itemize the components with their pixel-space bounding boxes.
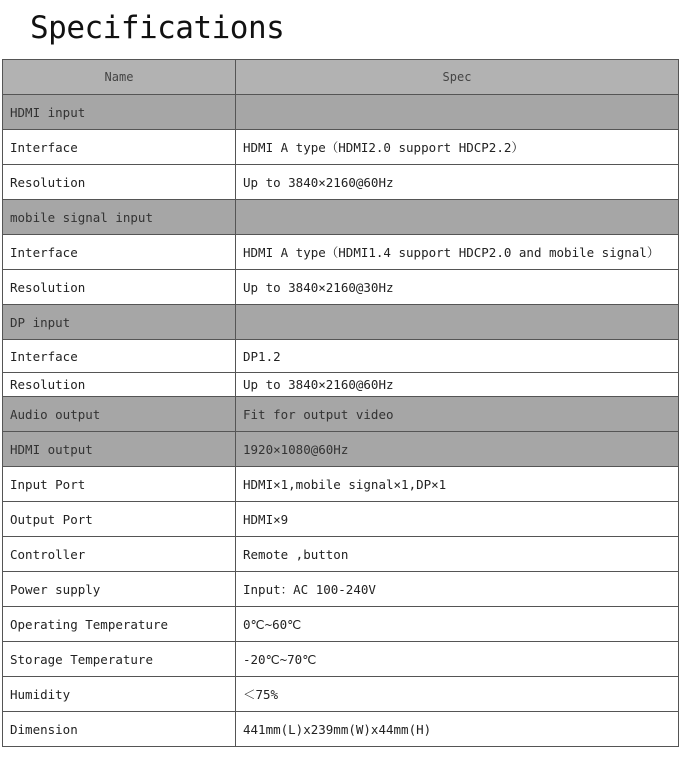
table-row [3, 200, 679, 235]
table-row [3, 95, 679, 130]
table-row [3, 502, 679, 537]
table-row [3, 642, 679, 677]
table-row [3, 537, 679, 572]
table-row [3, 305, 679, 340]
row-spec: HDMI×1,mobile signal×1,DP×1 [236, 467, 679, 502]
row-spec: DP1.2 [236, 340, 679, 373]
row-spec [236, 95, 679, 130]
row-spec: Input：AC 100-240V [236, 572, 679, 607]
table-row [3, 432, 679, 467]
row-spec: 441mm(L)x239mm(W)x44mm(H) [236, 712, 679, 747]
row-name: Operating Temperature [3, 607, 236, 642]
column-header-spec: Spec [236, 60, 679, 95]
row-name: Dimension [3, 712, 236, 747]
table-row [3, 165, 679, 200]
table-row [3, 270, 679, 305]
row-spec: Up to 3840×2160@60Hz [236, 165, 679, 200]
column-header-name: Name [3, 60, 236, 95]
row-spec: -20℃~70℃ [236, 642, 679, 677]
row-spec: Up to 3840×2160@30Hz [236, 270, 679, 305]
row-name: Interface [3, 340, 236, 373]
row-name: Humidity [3, 677, 236, 712]
table-row [3, 340, 679, 373]
table-row [3, 397, 679, 432]
row-spec: HDMI A type（HDMI2.0 support HDCP2.2） [236, 130, 679, 165]
table-row [3, 712, 679, 747]
table-row [3, 572, 679, 607]
spec-table [2, 59, 679, 747]
table-row [3, 130, 679, 165]
row-spec: Fit for output video [236, 397, 679, 432]
row-name: Resolution [3, 165, 236, 200]
table-row [3, 235, 679, 270]
row-name: Interface [3, 235, 236, 270]
row-name: Resolution [3, 373, 236, 397]
row-name: HDMI input [3, 95, 236, 130]
table-row [3, 467, 679, 502]
row-spec: 0℃~60℃ [236, 607, 679, 642]
table-row [3, 607, 679, 642]
row-spec: Up to 3840×2160@60Hz [236, 373, 679, 397]
row-name: DP input [3, 305, 236, 340]
row-spec: 1920×1080@60Hz [236, 432, 679, 467]
row-name: mobile signal input [3, 200, 236, 235]
table-header-row [3, 60, 679, 95]
row-spec: HDMI A type（HDMI1.4 support HDCP2.0 and mobile signal） [236, 235, 679, 270]
row-name: Interface [3, 130, 236, 165]
row-name: Audio output [3, 397, 236, 432]
row-spec [236, 305, 679, 340]
row-spec: Remote ,button [236, 537, 679, 572]
row-name: Power supply [3, 572, 236, 607]
row-spec: HDMI×9 [236, 502, 679, 537]
row-name: HDMI output [3, 432, 236, 467]
table-row [3, 677, 679, 712]
row-spec [236, 200, 679, 235]
row-name: Input Port [3, 467, 236, 502]
row-name: Output Port [3, 502, 236, 537]
table-row [3, 373, 679, 397]
row-name: Resolution [3, 270, 236, 305]
page-title: Specifications [30, 10, 285, 46]
row-spec: ＜75% [236, 677, 679, 712]
row-name: Storage Temperature [3, 642, 236, 677]
row-name: Controller [3, 537, 236, 572]
